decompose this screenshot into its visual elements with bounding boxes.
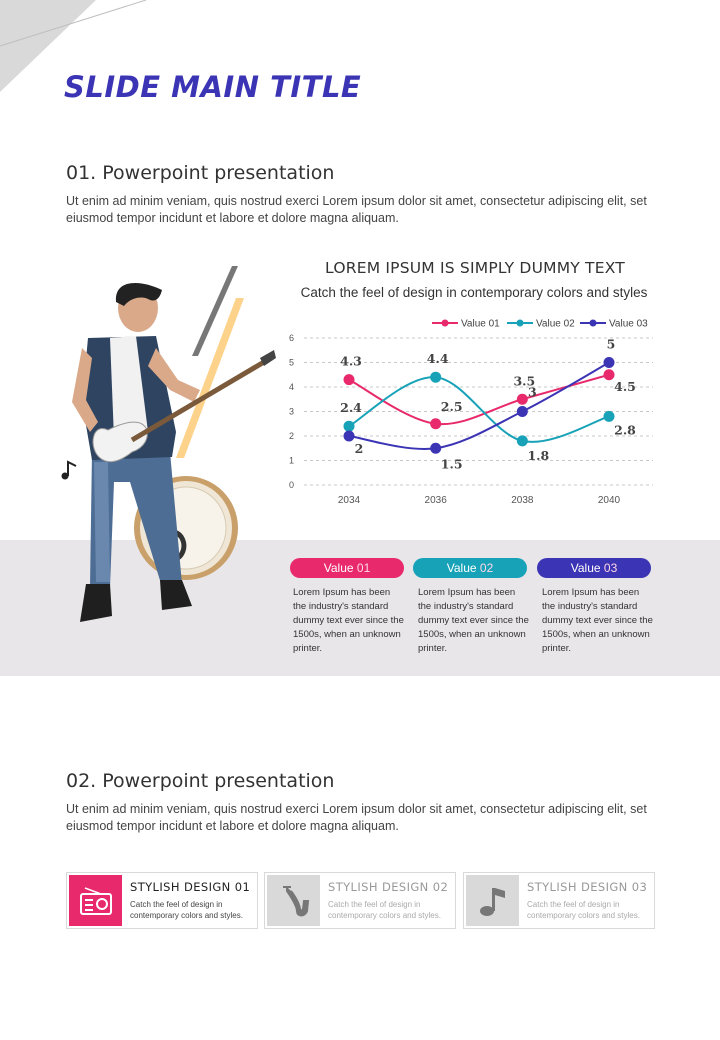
legend-label: Value 02 — [536, 318, 575, 330]
legend-marker — [442, 320, 449, 327]
y-tick-label: 6 — [288, 333, 294, 343]
y-tick-label: 2 — [288, 431, 294, 441]
series-points — [344, 357, 615, 454]
section2-heading: 02. Powerpoint presentation — [66, 770, 335, 792]
value-pill-number: 03 — [603, 561, 618, 575]
chart-legend — [432, 319, 648, 330]
data-label: 3.5 — [513, 373, 536, 389]
value-pill-label: Value — [323, 561, 357, 575]
data-label: 1.5 — [440, 456, 463, 472]
x-tick-label: 2034 — [337, 495, 361, 506]
x-tick-label: 2040 — [597, 495, 621, 506]
guitarist-photo — [52, 262, 280, 634]
chart-subtitle: Catch the feel of design in contemporary colors and styles — [300, 285, 648, 300]
y-tick-label: 4 — [288, 382, 294, 392]
value-desc-02: Lorem Ipsum has been the industry's standard dummy text ever since the 1500s, when an unknown printer. — [418, 587, 529, 654]
card-desc: Catch the feel of design in contemporary colors and styles. — [328, 900, 441, 920]
card-desc: Catch the feel of design in contemporary colors and styles. — [130, 900, 243, 920]
data-point — [604, 411, 615, 422]
legend-label: Value 03 — [609, 318, 648, 330]
radio-icon — [69, 875, 122, 926]
data-label: 3 — [527, 384, 537, 400]
data-label: 5 — [606, 336, 616, 352]
section2-body: Ut enim ad minim veniam, quis nostrud exerci Lorem ipsum dolor sit amet, consectetur adipiscing elit, set eiusmod tempor incidunt et labore et dolore magna aliquam. — [66, 802, 647, 833]
design-card-03[interactable] — [463, 872, 655, 929]
data-point — [517, 406, 528, 417]
data-label: 2 — [354, 441, 364, 456]
data-label: 4.3 — [340, 353, 362, 369]
value-pill-label: Value — [570, 561, 604, 575]
data-label: 4.4 — [426, 351, 449, 367]
design-card-02[interactable] — [264, 872, 456, 929]
data-point — [517, 435, 528, 446]
music-note-icon — [62, 462, 77, 480]
card-title: STYLISH DESIGN 01 — [130, 880, 251, 894]
value-pill-number: 02 — [479, 561, 494, 575]
legend-marker — [517, 320, 524, 327]
data-label: 4.5 — [614, 378, 636, 394]
y-axis-ticks — [289, 333, 294, 490]
chart-title: LOREM IPSUM IS SIMPLY DUMMY TEXT — [325, 259, 625, 277]
section1-body: Ut enim ad minim veniam, quis nostrud exerci Lorem ipsum dolor sit amet, consectetur adipiscing elit, set eiusmod tempor incidunt et labore et dolore magna aliquam. — [66, 194, 647, 225]
data-point — [344, 374, 355, 385]
section1-heading: 01. Powerpoint presentation — [66, 162, 335, 184]
value-pill-number: 01 — [356, 561, 371, 575]
line-chart — [280, 310, 665, 510]
card-title: STYLISH DESIGN 02 — [328, 880, 449, 894]
y-tick-label: 3 — [288, 406, 294, 417]
legend-label: Value 01 — [461, 318, 500, 330]
music-note-icon — [466, 875, 519, 926]
design-card-01[interactable] — [66, 872, 258, 929]
card-title: STYLISH DESIGN 03 — [527, 880, 648, 894]
saxophone-icon — [267, 875, 320, 926]
data-point — [604, 357, 615, 368]
data-point — [344, 421, 355, 432]
series-line-1 — [349, 375, 609, 424]
value-pill-label: Value — [446, 561, 480, 575]
value-desc-01: Lorem Ipsum has been the industry's standard dummy text ever since the 1500s, when an unknown printer. — [293, 587, 404, 654]
data-labels — [340, 337, 636, 472]
data-label: 2.5 — [440, 398, 463, 414]
data-label: 1.8 — [527, 447, 550, 463]
data-label: 2.8 — [614, 422, 636, 438]
data-point — [604, 369, 615, 380]
data-label: 2.4 — [340, 400, 362, 416]
data-point — [430, 372, 441, 383]
y-tick-label: 0 — [288, 480, 294, 490]
x-tick-label: 2038 — [511, 495, 534, 506]
y-tick-label: 1 — [288, 455, 294, 466]
data-point — [430, 443, 441, 454]
value-pill-02 — [413, 558, 527, 578]
y-tick-label: 5 — [288, 357, 294, 368]
x-tick-label: 2036 — [424, 495, 447, 506]
data-point — [517, 394, 528, 405]
data-point — [430, 418, 441, 429]
x-axis-ticks — [338, 495, 621, 506]
value-pill-01 — [290, 558, 404, 578]
slide-title: SLIDE MAIN TITLE — [64, 70, 362, 104]
card-desc: Catch the feel of design in contemporary colors and styles. — [527, 900, 640, 920]
value-desc-03: Lorem Ipsum has been the industry's standard dummy text ever since the 1500s, when an unknown printer. — [542, 587, 653, 654]
legend-marker — [590, 320, 597, 327]
value-pill-03 — [537, 558, 651, 578]
data-point — [344, 431, 355, 442]
